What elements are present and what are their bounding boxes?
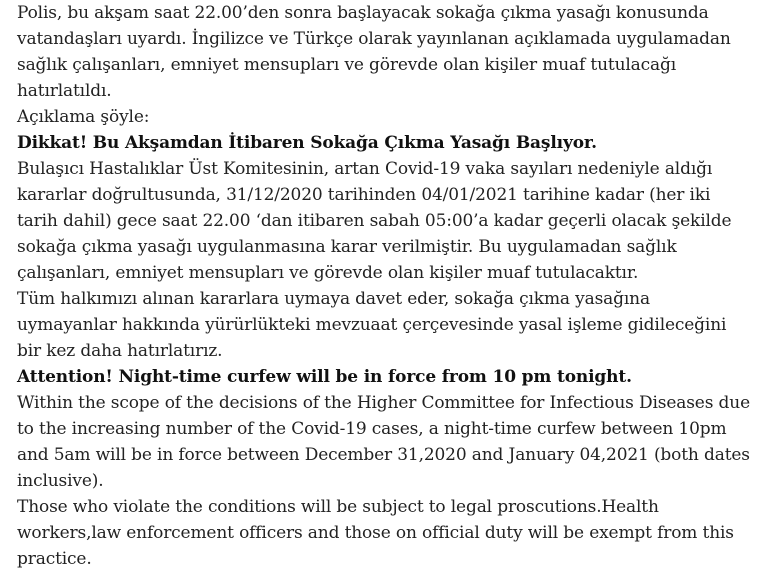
turkish-body-paragraph: Bulaşıcı Hastalıklar Üst Komitesinin, artan Covid-19 vaka sayıları nedeniyle aldığı kararlar doğrultusunda, 31/12/2020 tarihinden 04/01/2021 tarihine kadar (her iki tarih dahil) gece saat 22.00 ‘dan itibaren sabah 05:00’a kadar geçerli olacak şekilde sokağa çıkma yasağı uygulanmasına karar verilmiştir. Bu uygulamadan sağlık çalışanları, emniyet mensupları ve görevde olan kişiler muaf tutulacaktır. xyxy=(17,159,732,283)
english-warning-paragraph: Those who violate the conditions will be subject to legal proscutions.Health workers,law enforcement officers and those on official duty will be exempt from this practice. xyxy=(17,497,734,569)
turkish-warning-paragraph: Tüm halkımızı alınan kararlara uymaya davet eder, sokağa çıkma yasağına uymayanlar hakkında yürürlükteki mevzuaat çerçevesinde yasal işleme gidileceğini bir kez daha hatırlatırız. xyxy=(17,289,727,361)
statement-lead: Açıklama şöyle: xyxy=(17,107,150,127)
intro-paragraph: Polis, bu akşam saat 22.00’den sonra başlayacak sokağa çıkma yasağı konusunda vatandaşları uyardı. İngilizce ve Türkçe olarak yayınlanan açıklamada uygulamadan sağlık çalışanları, emniyet mensupları ve görevde olan kişiler muaf tutulacağı hatırlatıldı. xyxy=(17,3,731,101)
english-body-paragraph: Within the scope of the decisions of the Higher Committee for Infectious Diseases due to the increasing number of the Covid-19 cases, a night-time curfew between 10pm and 5am will be in force between December 31,2020 and January 04,2021 (both dates inclusive). xyxy=(17,393,750,491)
turkish-heading: Dikkat! Bu Akşamdan İtibaren Sokağa Çıkma Yasağı Başlıyor. xyxy=(17,133,597,153)
english-heading: Attention! Night-time curfew will be in force from 10 pm tonight. xyxy=(17,367,632,387)
